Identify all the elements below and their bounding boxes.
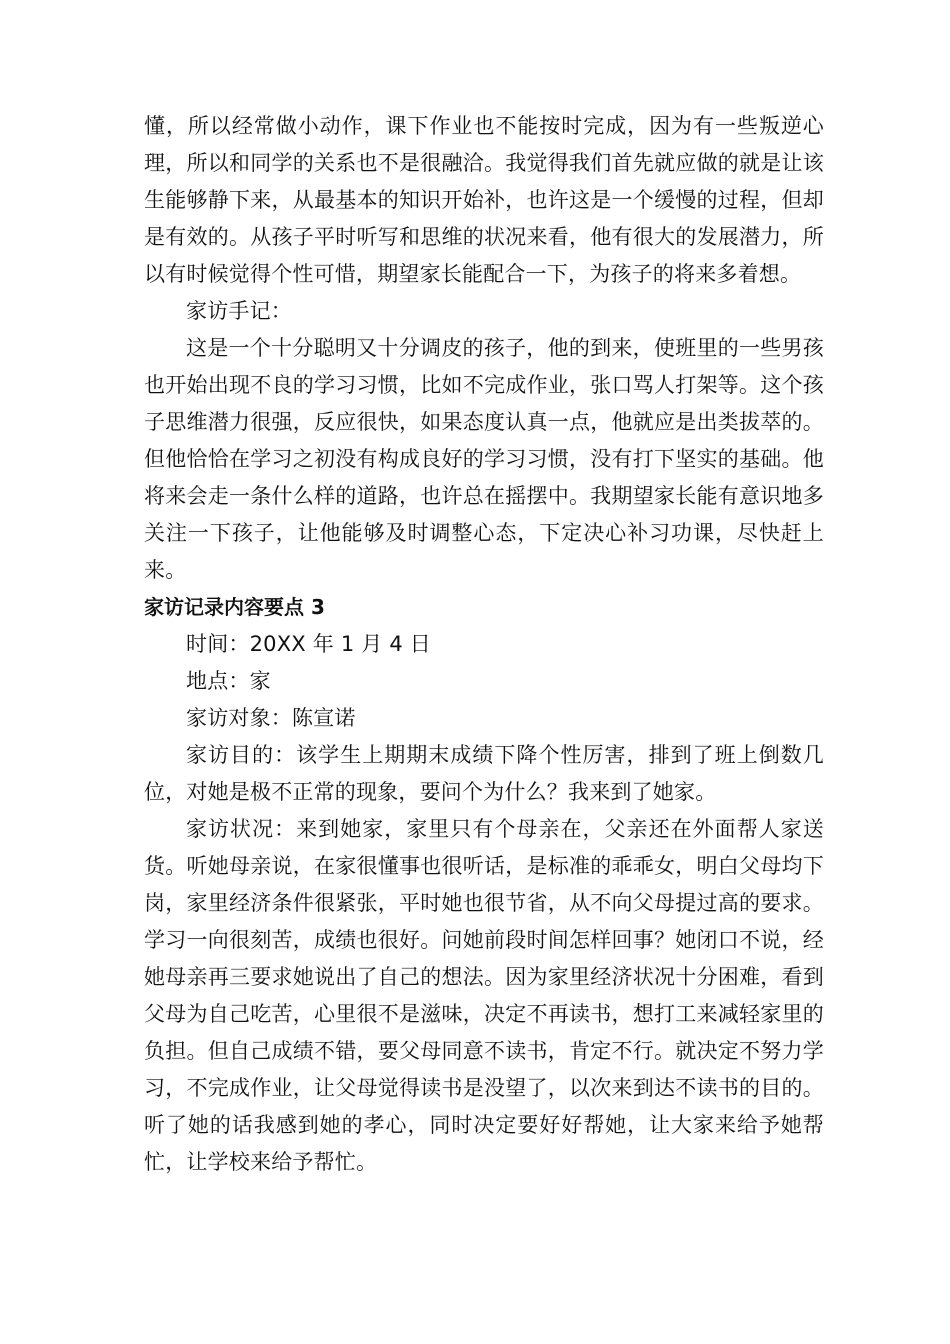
notes-label: 家访手记： — [186, 299, 292, 323]
document-body — [144, 108, 824, 1181]
paragraph-continued: 懂，所以经常做小动作，课下作业也不能按时完成，因为有一些叛逆心理，所以和同学的关系也不是很融洽。我觉得我们首先就应做的就是让该生能够静下来，从最基本的知识开始补，也许这是一个缓慢的过程，但却是有效的。从孩子平时听写和思维的状况来看，他有很大的发展潜力，所以有时候觉得个性可惜，期望家长能配合一下，为孩子的将来多着想。 — [144, 114, 824, 286]
section-heading: 家访记录内容要点 3 — [144, 595, 325, 619]
visit-place: 地点：家 — [186, 669, 271, 693]
visit-target: 家访对象：陈宣诺 — [186, 706, 356, 730]
visit-time: 时间：20XX 年 1 月 4 日 — [186, 632, 431, 656]
visit-purpose: 家访目的：该学生上期期末成绩下降个性厉害，排到了班上倒数几位，对她是极不正常的现象，要问个为什么？我来到了她家。 — [144, 743, 824, 804]
notes-paragraph: 这是一个十分聪明又十分调皮的孩子，他的到来，使班里的一些男孩也开始出现不良的学习习惯，比如不完成作业，张口骂人打架等。这个孩子思维潜力很强，反应很快，如果态度认真一点，他就应是出类拔萃的。但他恰恰在学习之初没有构成良好的学习习惯，没有打下坚实的基础。他将来会走一条什么样的道路，也许总在摇摆中。我期望家长能有意识地多关注一下孩子，让他能够及时调整心态，下定决心补习功课，尽快赶上来。 — [144, 336, 824, 582]
visit-situation: 家访状况：来到她家，家里只有个母亲在，父亲还在外面帮人家送货。听她母亲说，在家很懂事也很听话，是标准的乖乖女，明白父母均下岗，家里经济条件很紧张，平时她也很节省，从不向父母提过高的要求。学习一向很刻苦，成绩也很好。问她前段时间怎样回事？她闭口不说，经她母亲再三要求她说出了自己的想法。因为家里经济状况十分困难，看到父母为自己吃苦，心里很不是滋味，决定不再读书，想打工来减轻家里的负担。但自己成绩不错，要父母同意不读书，肯定不行。就决定不努力学习，不完成作业，让父母觉得读书是没望了，以次来到达不读书的目的。听了她的话我感到她的孝心，同时决定要好好帮她，让大家来给予她帮忙，让学校来给予帮忙。 — [144, 817, 824, 1174]
